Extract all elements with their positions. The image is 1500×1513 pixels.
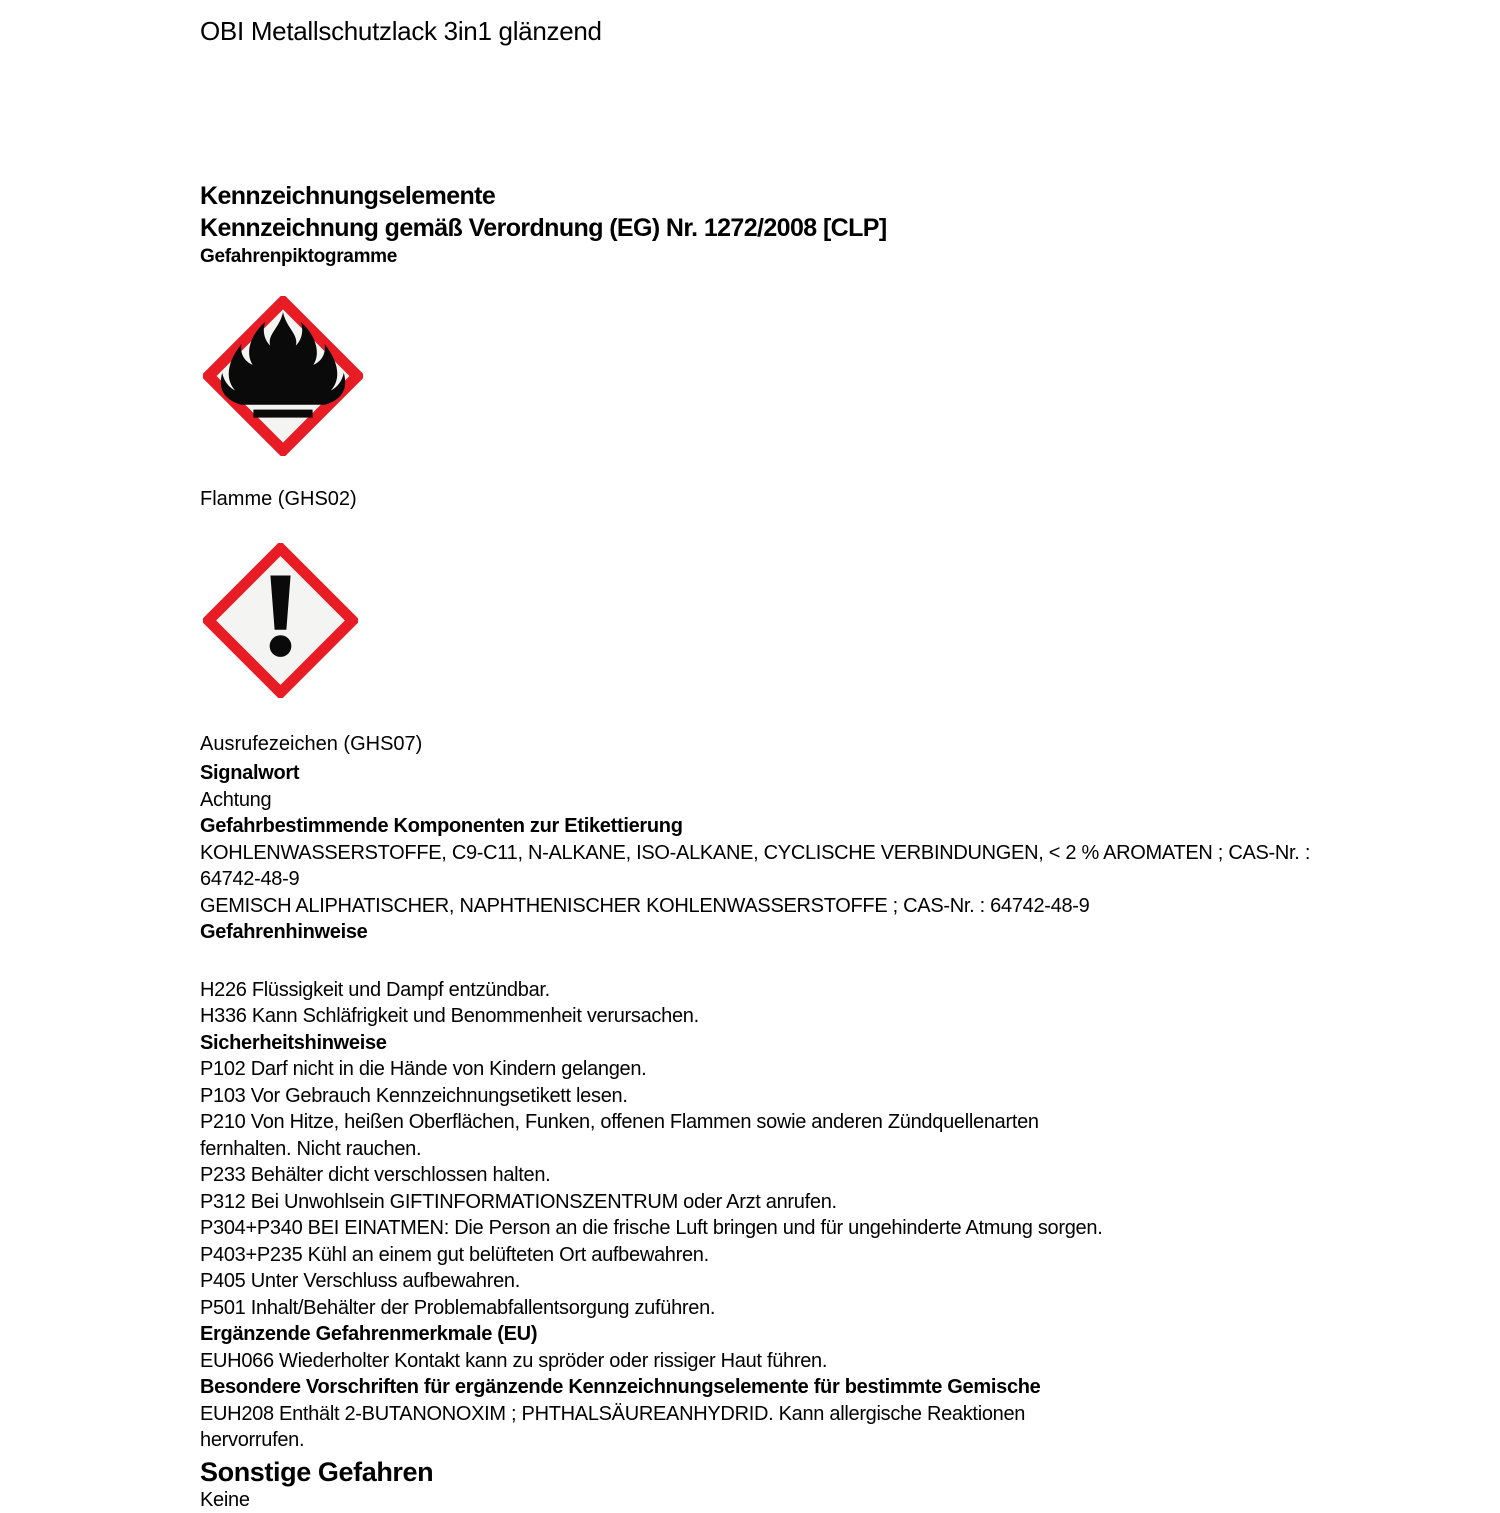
document-title: OBI Metallschutzlack 3in1 glänzend: [200, 14, 1460, 48]
text-line: hervorrufen.: [200, 1427, 1460, 1454]
regulation-heading: Kennzeichnung gemäß Verordnung (EG) Nr. 1272/2008 [CLP]: [200, 212, 1460, 244]
text-line: EUH208 Enthält 2-BUTANONOXIM ; PHTHALSÄUREANHYDRID. Kann allergische Reaktionen: [200, 1401, 1460, 1428]
text-line: P501 Inhalt/Behälter der Problemabfallentsorgung zuführen.: [200, 1295, 1460, 1322]
text-line: P405 Unter Verschluss aufbewahren.: [200, 1268, 1460, 1295]
ghs07-exclamation-pictogram: [203, 543, 358, 698]
text-line: KOHLENWASSERSTOFFE, C9-C11, N-ALKANE, ISO-ALKANE, CYCLISCHE VERBINDUNGEN, < 2 % AROMATEN ; CAS-Nr. :: [200, 840, 1460, 867]
ghs07-caption: Ausrufezeichen (GHS07): [200, 731, 1460, 758]
flame-icon: [203, 296, 363, 456]
exclamation-dot: [270, 635, 292, 657]
text-line: P403+P235 Kühl an einem gut belüfteten Ort aufbewahren.: [200, 1242, 1460, 1269]
text-line: H226 Flüssigkeit und Dampf entzündbar.: [200, 977, 1460, 1004]
text-line: Gefahrenhinweise: [200, 919, 1460, 946]
text-line: EUH066 Wiederholter Kontakt kann zu spröder oder rissiger Haut führen.: [200, 1348, 1460, 1375]
flame-baseline-bar: [253, 410, 312, 418]
text-line: Gefahrbestimmende Komponenten zur Etikettierung: [200, 813, 1460, 840]
ghs02-flame-pictogram: [203, 296, 363, 456]
text-line: P304+P340 BEI EINATMEN: Die Person an die frische Luft bringen und für ungehinderte Atmung sorgen.: [200, 1215, 1460, 1242]
text-line: Ergänzende Gefahrenmerkmale (EU): [200, 1321, 1460, 1348]
text-line: Signalwort: [200, 760, 1460, 787]
pictograms-heading: Gefahrenpiktogramme: [200, 244, 1460, 270]
label-text-block: [200, 760, 1460, 1454]
text-line: Besondere Vorschriften für ergänzende Kennzeichnungselemente für bestimmte Gemische: [200, 1374, 1460, 1401]
text-line: P210 Von Hitze, heißen Oberflächen, Funken, offenen Flammen sowie anderen Zündquellenarten: [200, 1109, 1460, 1136]
other-hazards-heading: Sonstige Gefahren: [200, 1457, 1460, 1487]
text-line: fernhalten. Nicht rauchen.: [200, 1136, 1460, 1163]
text-line: H336 Kann Schläfrigkeit und Benommenheit verursachen.: [200, 1003, 1460, 1030]
text-line: [200, 946, 1460, 977]
text-line: P102 Darf nicht in die Hände von Kindern gelangen.: [200, 1056, 1460, 1083]
text-line: GEMISCH ALIPHATISCHER, NAPHTHENISCHER KOHLENWASSERSTOFFE ; CAS-Nr. : 64742-48-9: [200, 893, 1460, 920]
text-line: P103 Vor Gebrauch Kennzeichnungsetikett lesen.: [200, 1083, 1460, 1110]
labeling-section: [200, 180, 1460, 270]
text-line: Sicherheitshinweise: [200, 1030, 1460, 1057]
other-hazards-value: Keine: [200, 1487, 1460, 1513]
labeling-heading: Kennzeichnungselemente: [200, 180, 1460, 212]
exclamation-icon: [203, 543, 358, 698]
ghs02-caption: Flamme (GHS02): [200, 486, 1460, 513]
text-line: P312 Bei Unwohlsein GIFTINFORMATIONSZENTRUM oder Arzt anrufen.: [200, 1189, 1460, 1216]
text-line: Achtung: [200, 787, 1460, 814]
text-line: P233 Behälter dicht verschlossen halten.: [200, 1162, 1460, 1189]
flame-glyph: [221, 312, 345, 405]
text-line: 64742-48-9: [200, 866, 1460, 893]
